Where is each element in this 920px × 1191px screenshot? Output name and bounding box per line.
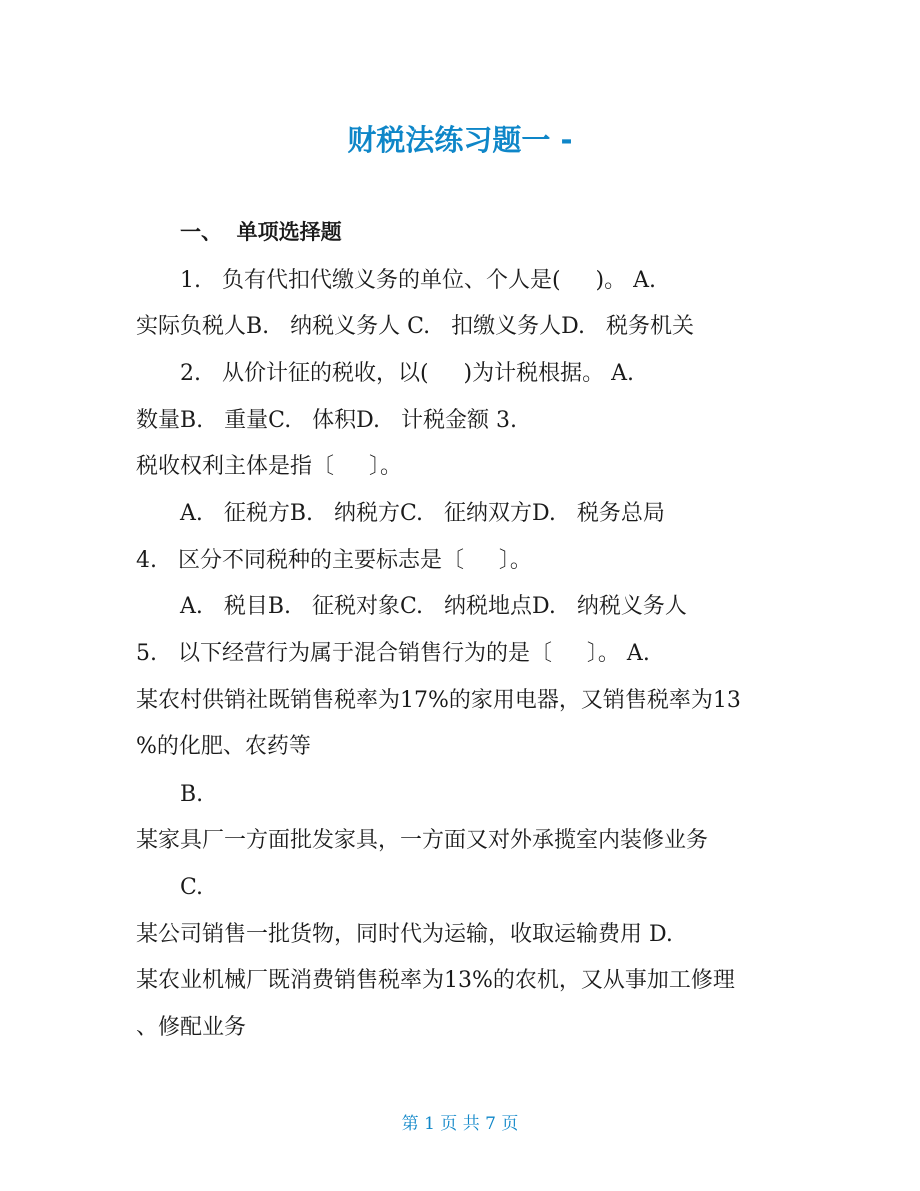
section-heading: 一、 单项选择题: [180, 220, 342, 244]
question-5-option-c-label: C.: [180, 875, 204, 900]
question-5-option-b-label: B.: [180, 782, 204, 807]
question-5-option-a: 某农村供销社既销售税率为17%的家用电器，又销售税率为13: [136, 688, 741, 713]
question-5-option-d-cont: 、修配业务: [136, 1015, 247, 1040]
question-5: 5. 以下经营行为属于混合销售行为的是〔 〕。 A.: [136, 641, 650, 666]
question-1-options: 实际负税人B. 纳税义务人 C. 扣缴义务人D. 税务机关: [136, 314, 694, 339]
question-4-options: A. 税目B. 征税对象C. 纳税地点D. 纳税义务人: [180, 594, 687, 619]
question-4: 4. 区分不同税种的主要标志是〔 〕。: [136, 548, 532, 573]
question-5-option-d: 某农业机械厂既消费销售税率为13%的农机，又从事加工修理: [136, 968, 735, 993]
page-footer: 第 1 页 共 7 页: [401, 1114, 519, 1134]
page-title: 财税法练习题一 -: [347, 123, 573, 157]
question-3-options: A. 征税方B. 纳税方C. 征纳双方D. 税务总局: [180, 501, 665, 526]
question-2-options: 数量B. 重量C. 体积D. 计税金额 3.: [136, 408, 517, 433]
question-1: 1. 负有代扣代缴义务的单位、个人是( )。 A.: [180, 268, 656, 293]
question-5-option-c: 某公司销售一批货物，同时代为运输，收取运输费用 D.: [136, 922, 673, 947]
question-5-option-a-cont: %的化肥、农药等: [136, 734, 311, 759]
question-3: 税收权利主体是指〔 〕。: [136, 454, 402, 479]
question-5-option-b: 某家具厂一方面批发家具，一方面又对外承揽室内装修业务: [136, 828, 709, 853]
question-2: 2. 从价计征的税收，以( )为计税根据。 A.: [180, 361, 634, 386]
